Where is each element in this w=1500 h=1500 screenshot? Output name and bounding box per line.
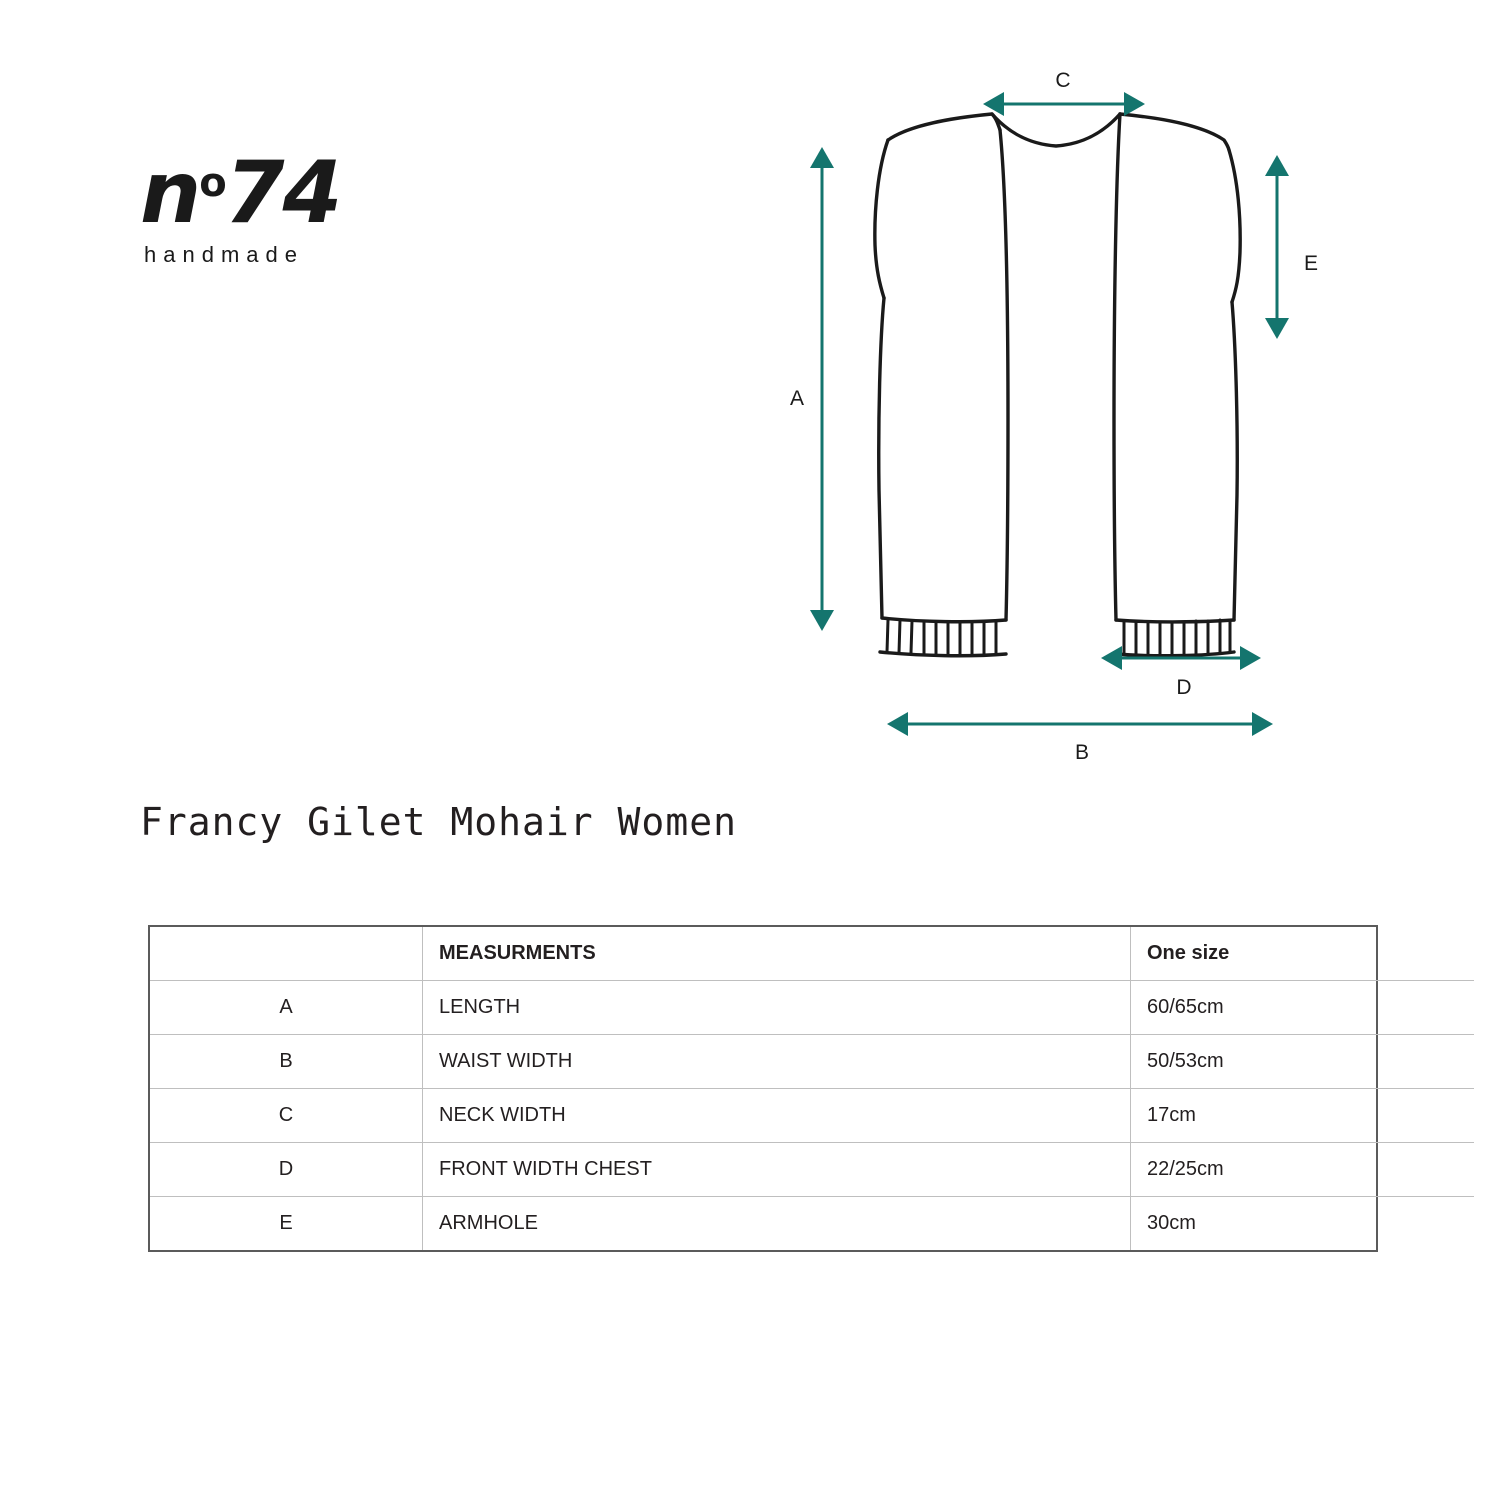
label-b: B [1074,741,1090,764]
page-title: Francy Gilet Mohair Women [140,800,737,844]
row-value: 50/53cm [1131,1035,1475,1089]
row-value: 60/65cm [1131,981,1475,1035]
label-e: E [1303,252,1319,275]
brand-tagline: handmade [144,242,304,267]
label-a: A [789,387,805,410]
label-d: D [1176,676,1192,699]
label-c: C [1055,69,1071,92]
brand-logo-number: 74 [224,143,341,243]
hem-fringe [887,620,1230,655]
vest-outline [875,114,1240,656]
row-name: WAIST WIDTH [423,1035,1131,1089]
row-value: 17cm [1131,1089,1475,1143]
header-letter [150,927,423,981]
brand-logo-n: n [140,143,200,243]
header-size: One size [1131,927,1475,981]
row-name: LENGTH [423,981,1131,1035]
measurements-table [148,925,1378,1252]
brand-logo-degree: o [199,160,225,206]
table-row [150,1197,1474,1251]
row-value: 22/25cm [1131,1143,1475,1197]
brand-logo-mark [140,143,400,243]
row-value: 30cm [1131,1197,1475,1251]
row-letter: E [150,1197,423,1251]
row-name: FRONT WIDTH CHEST [423,1143,1131,1197]
row-letter: B [150,1035,423,1089]
row-letter: A [150,981,423,1035]
row-name: ARMHOLE [423,1197,1131,1251]
table-header-row [150,927,1474,981]
table-row [150,1143,1474,1197]
garment-diagram [760,40,1320,800]
table-row [150,1089,1474,1143]
table-row [150,981,1474,1035]
table-row [150,1035,1474,1089]
header-measurements: MEASURMENTS [423,927,1131,981]
brand-logo [140,143,400,268]
row-name: NECK WIDTH [423,1089,1131,1143]
row-letter: D [150,1143,423,1197]
row-letter: C [150,1089,423,1143]
